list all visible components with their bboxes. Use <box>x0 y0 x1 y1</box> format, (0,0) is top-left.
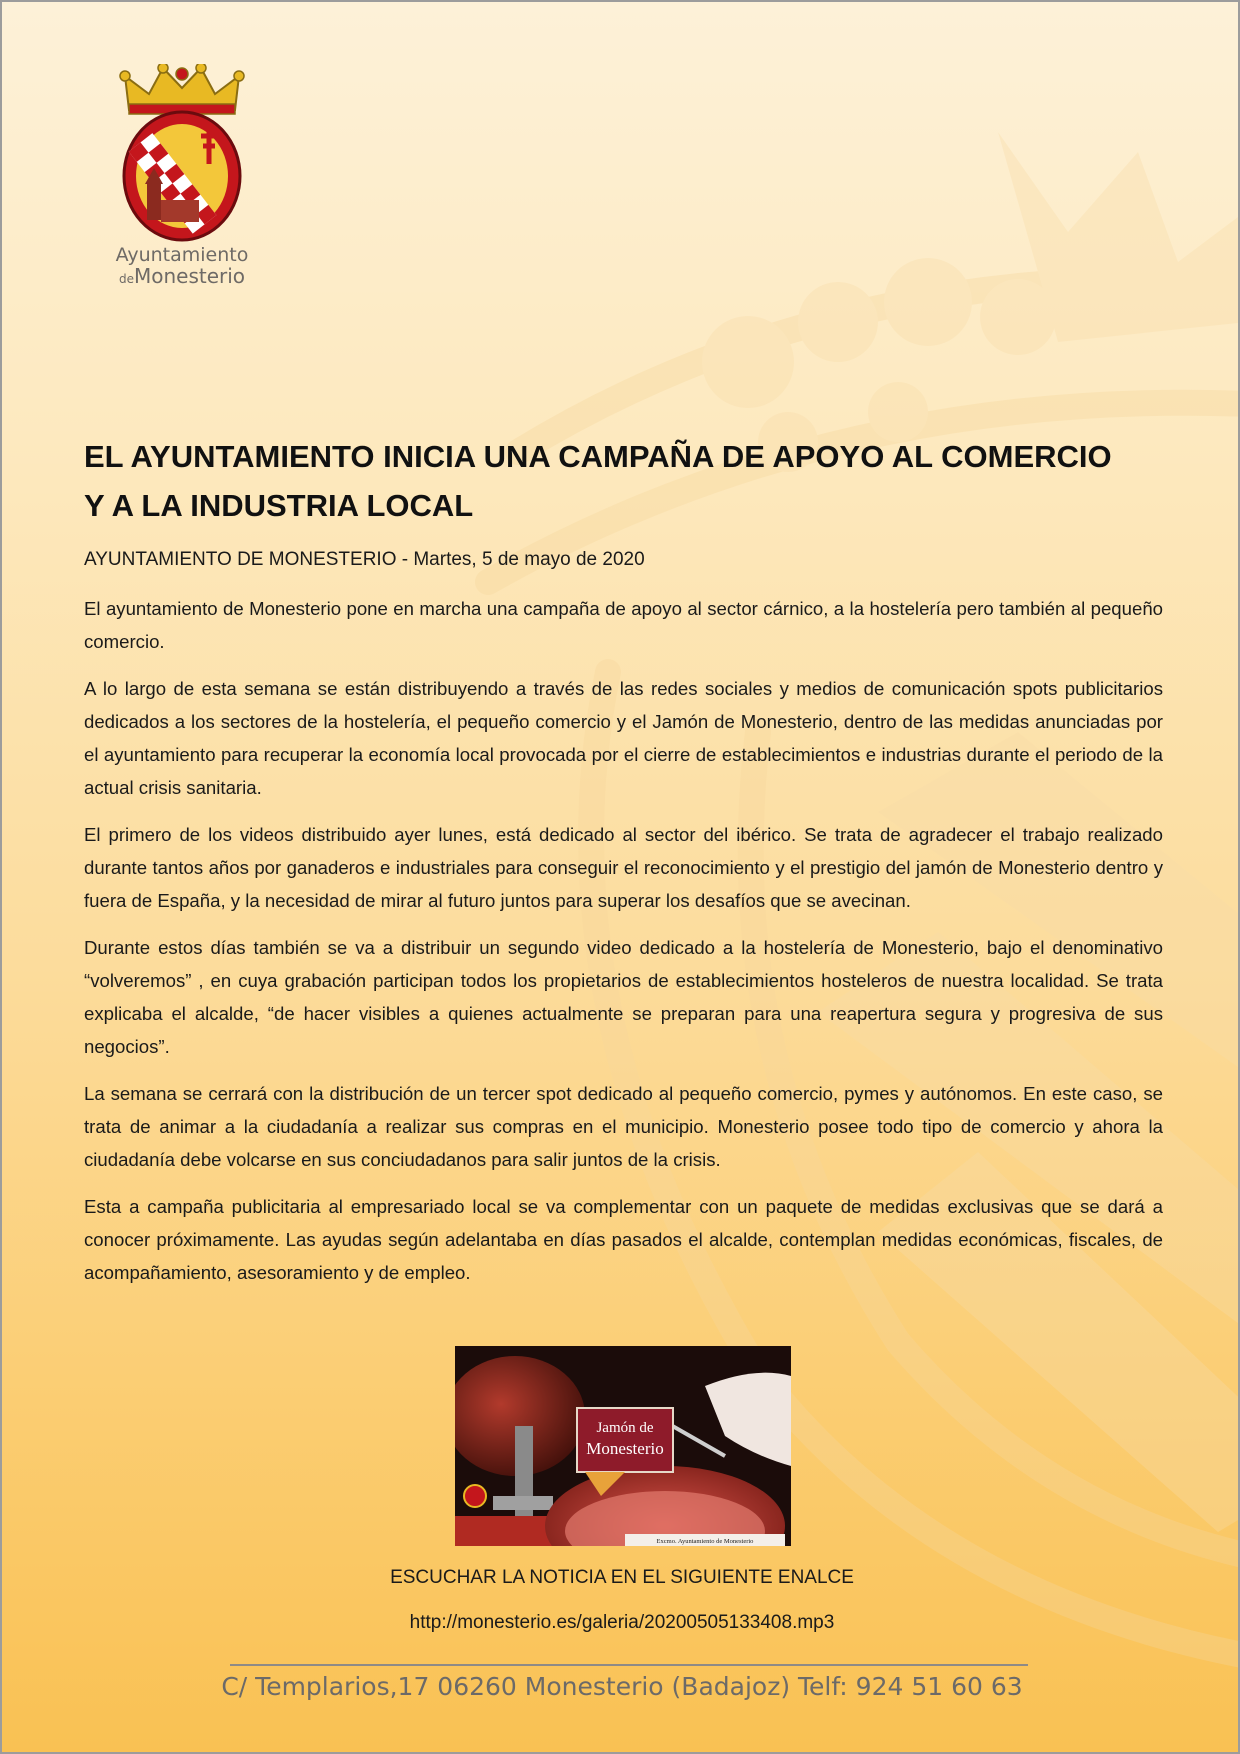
article-paragraph: El ayuntamiento de Monesterio pone en marcha una campaña de apoyo al sector cárnico, a la hostelería pero también al pequeño comercio. <box>84 598 1163 652</box>
logo-prefix-de: de <box>118 271 134 286</box>
headline-line-1: EL AYUNTAMIENTO INICIA UNA CAMPAÑA DE APOYO AL COMERCIO <box>84 439 1112 474</box>
article-paragraph: A lo largo de esta semana se están distribuyendo a través de las redes sociales y medios de comunicación spots publicitarios dedicados a los sectores de la hostelería, el pequeño comercio y el Jamón de Monesterio, dentro de las medidas anunciadas por el ayuntamiento para recuperar la economía local provocada por el cierre de establecimientos e industrias durante el periodo de la actual crisis sanitaria. <box>84 678 1163 798</box>
jamon-photo <box>455 1346 791 1546</box>
listen-label: ESCUCHAR LA NOTICIA EN EL SIGUIENTE ENALCE <box>390 1567 854 1588</box>
article-dateline: AYUNTAMIENTO DE MONESTERIO - Martes, 5 de mayo de 2020 <box>84 549 645 570</box>
article-paragraph: El primero de los videos distribuido ayer lunes, está dedicado al sector del ibérico. Se trata de agradecer el trabajo realizado durante tantos años por ganaderos e industriales para conseguir el reconocimiento y el prestigio del jamón de Monesterio dentro y fuera de España, y la necesidad de mirar al futuro juntos para superar los desafíos que se avecinan. <box>84 824 1163 911</box>
article-body <box>84 592 1163 1303</box>
ayuntamiento-logo <box>102 64 262 287</box>
article-paragraph: La semana se cerrará con la distribución de un tercer spot dedicado al pequeño comercio, pymes y autónomos. En este caso, se trata de animar a la ciudadanía a realizar sus compras en el municipio. Monesterio posee todo tipo de comercio y ahora la ciudadanía debe volcarse en sus conciudadanos para salir juntos de la crisis. <box>84 1083 1163 1170</box>
logo-text <box>102 246 262 287</box>
jamon-photo-illustration <box>455 1346 791 1546</box>
coat-of-arms-icon <box>117 64 247 242</box>
logo-line-monesterio <box>102 263 262 288</box>
logo-name-monesterio: Monesterio <box>133 263 246 288</box>
photo-sign-line-2: Monesterio <box>586 1439 664 1458</box>
article-paragraph: Durante estos días también se va a distribuir un segundo video dedicado a la hostelería de Monesterio, bajo el denominativo “volveremos” , en cuya grabación participan todos los propietarios de establecimientos hosteleros de nuestra localidad. Se trata explicaba el alcalde, “de hacer visibles a quienes actualmente se preparan para una reapertura segura y progresiva de sus negocios”. <box>84 937 1163 1057</box>
footer-divider <box>230 1664 1028 1666</box>
headline-line-2: Y A LA INDUSTRIA LOCAL <box>84 488 474 523</box>
article-paragraph: Esta a campaña publicitaria al empresariado local se va complementar con un paquete de medidas exclusivas que se dará a conocer próximamente. Las ayudas según adelantaba en días pasados el alcalde, contemplan medidas económicas, fiscales, de acompañamiento, asesoramiento y de empleo. <box>84 1196 1163 1283</box>
footer-address: C/ Templarios,17 06260 Monesterio (Badajoz) Telf: 924 51 60 63 <box>221 1672 1023 1701</box>
audio-link[interactable]: http://monesterio.es/galeria/20200505133408.mp3 <box>409 1612 835 1633</box>
photo-sign-line-1: Jamón de <box>596 1420 654 1436</box>
logo-line-ayuntamiento: Ayuntamiento <box>115 244 249 266</box>
photo-caption: Excmo. Ayuntamiento de Monesterio <box>656 1538 754 1545</box>
article-headline <box>84 432 1164 530</box>
